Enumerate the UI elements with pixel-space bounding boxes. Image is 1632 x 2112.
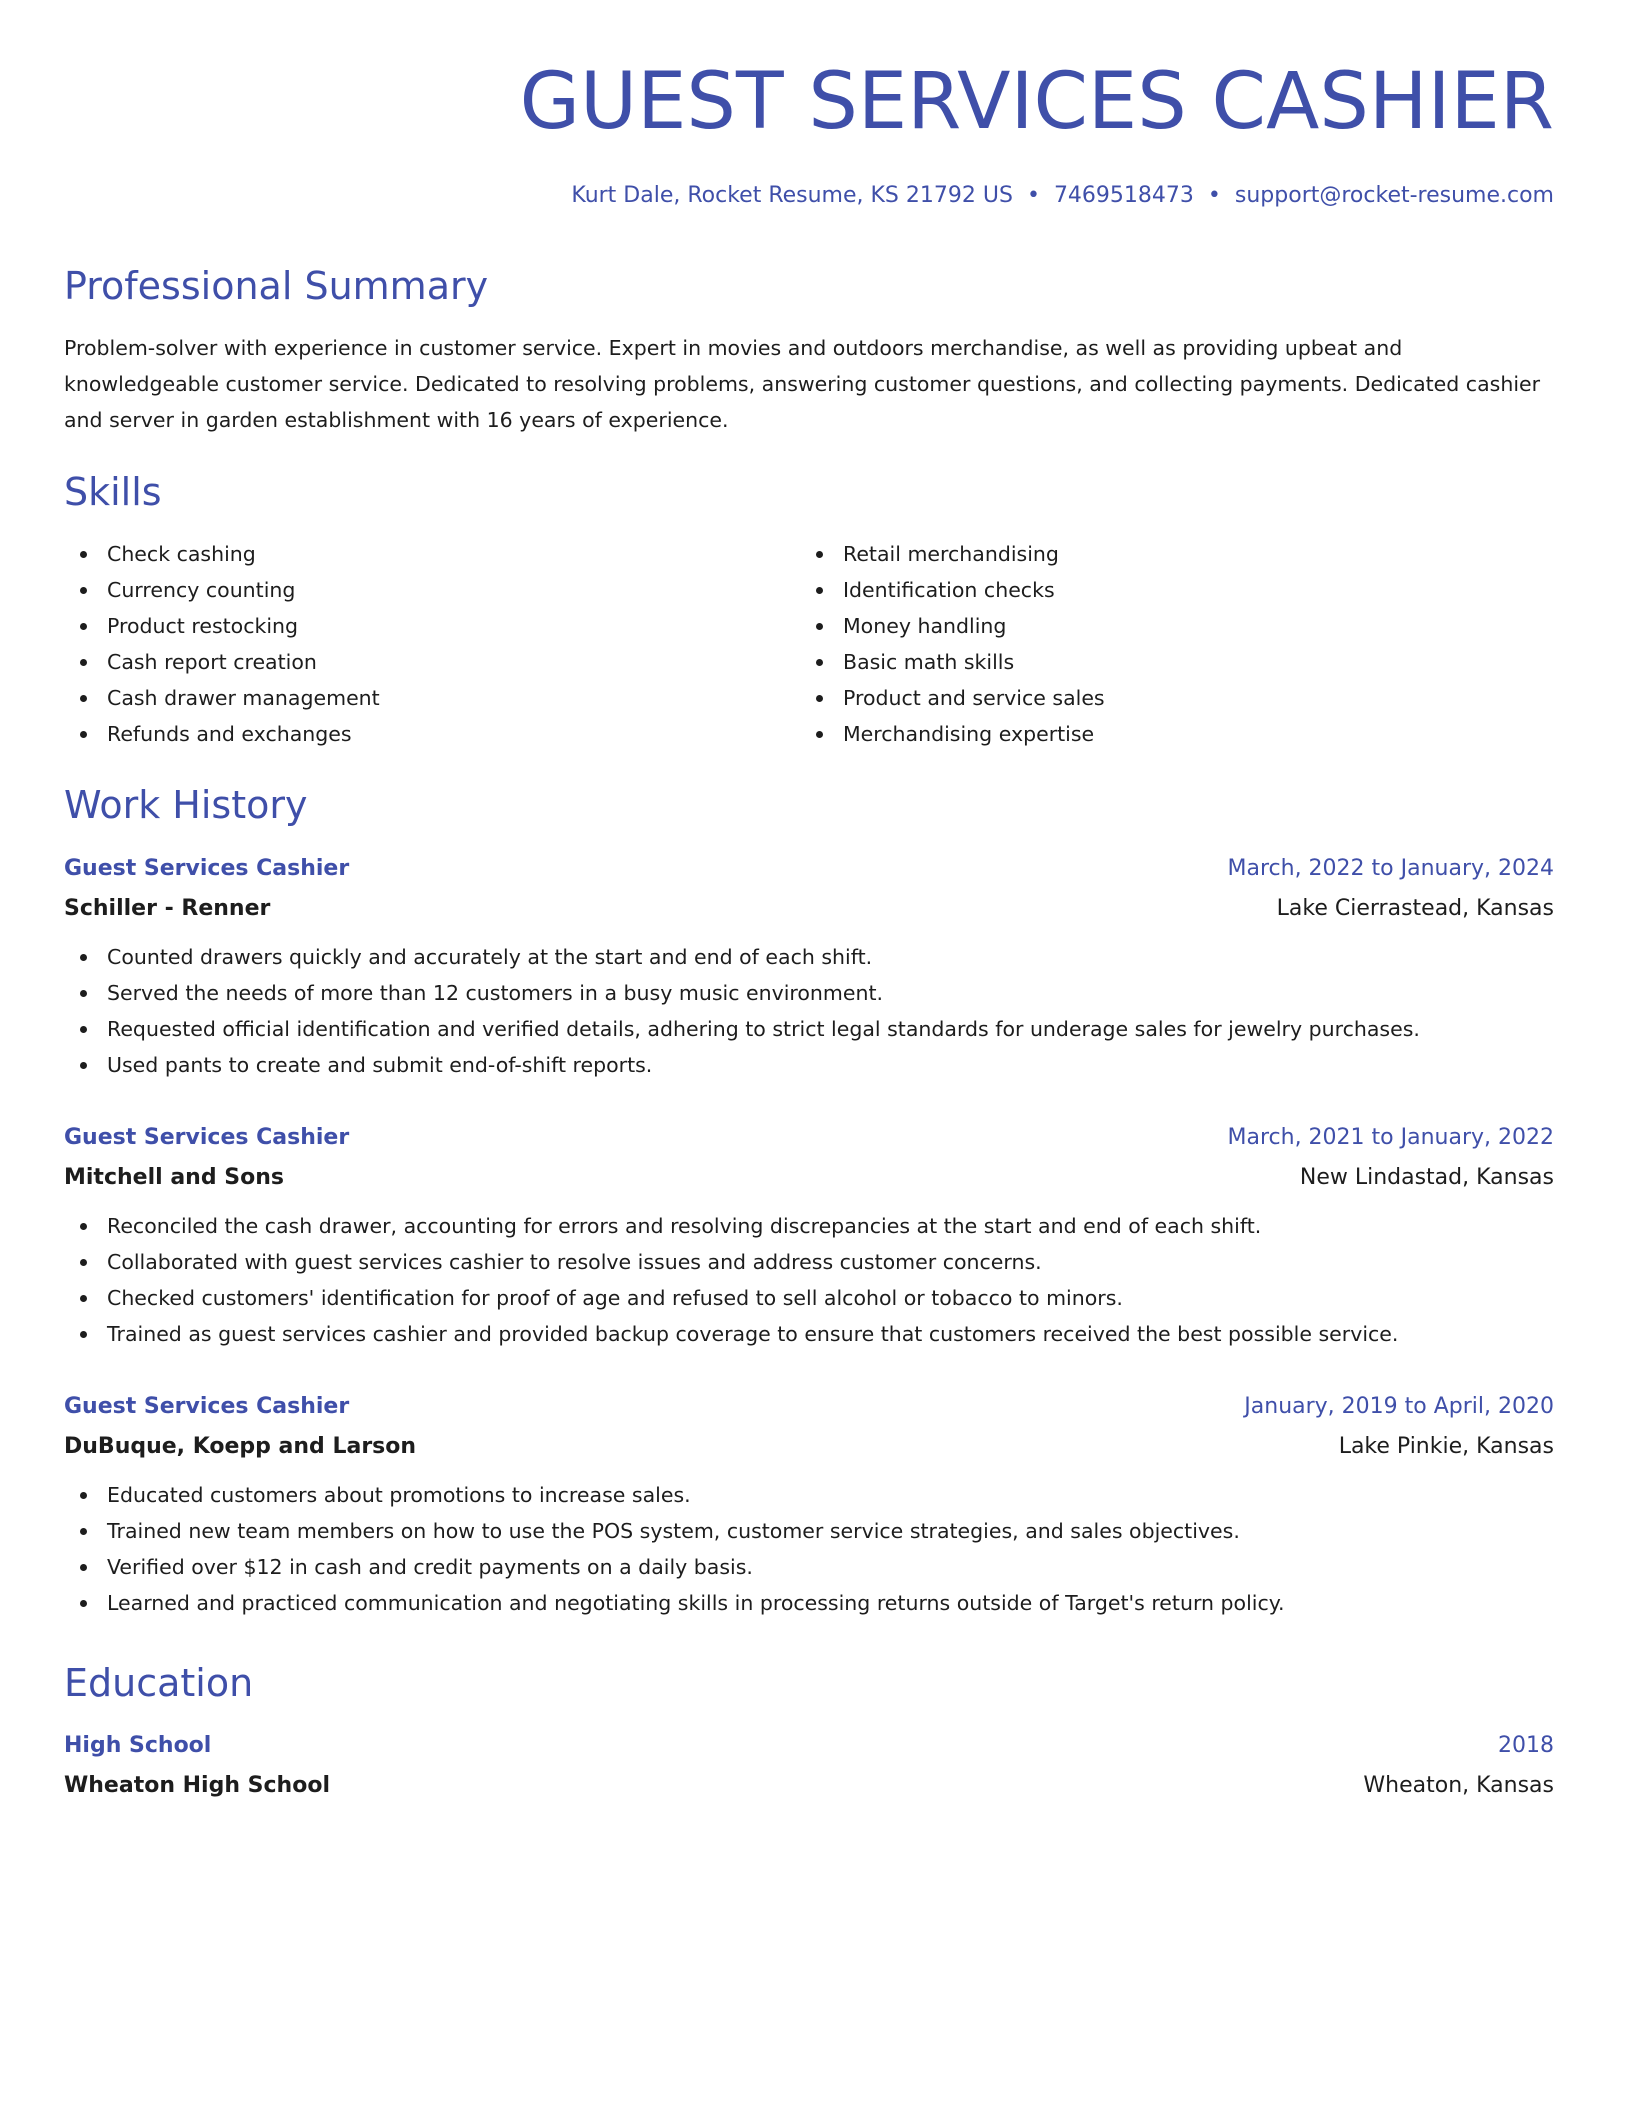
- job-title: Guest Services Cashier: [64, 1394, 350, 1419]
- education-heading: Education: [64, 1661, 254, 1705]
- resume-page: [64, 0, 1554, 2112]
- job-entry: [64, 849, 1554, 1083]
- contact-phone: 7469518473: [1053, 183, 1194, 208]
- contact-separator: •: [1207, 183, 1221, 208]
- job-dates: January, 2019 to April, 2020: [1244, 1394, 1554, 1419]
- job-bullet: Served the needs of more than 12 customers in a busy music environment.: [64, 975, 1554, 1011]
- job-bullet: Collaborated with guest services cashier to resolve issues and address customer concerns.: [64, 1244, 1554, 1280]
- job-bullet: Counted drawers quickly and accurately at the start and end of each shift.: [64, 939, 1554, 975]
- job-company: Schiller - Renner: [64, 896, 271, 921]
- job-entry: [64, 1387, 1554, 1621]
- skill-item: Retail merchandising: [800, 536, 1105, 572]
- education-entry: [64, 1726, 1554, 1806]
- job-bullet: Educated customers about promotions to increase sales.: [64, 1477, 1554, 1513]
- job-bullets: [64, 1477, 1554, 1621]
- skills-list-left: [64, 536, 380, 752]
- skill-item: Product restocking: [64, 608, 380, 644]
- summary-text: Problem-solver with experience in customer service. Expert in movies and outdoors merchandise, as well as providing upbeat and knowledgeable customer service. Dedicated to resolving problems, answering customer questions, and collecting payments. Dedicated cashier and server in garden establishment with 16 years of experience.: [64, 336, 1541, 432]
- skill-item: Cash report creation: [64, 644, 380, 680]
- skills-heading: Skills: [64, 470, 162, 514]
- job-bullet: Requested official identification and verified details, adhering to strict legal standards for underage sales for jewelry purchases.: [64, 1011, 1554, 1047]
- education-location: Wheaton, Kansas: [1363, 1773, 1554, 1798]
- job-bullet: Reconciled the cash drawer, accounting for errors and resolving discrepancies at the start and end of each shift.: [64, 1208, 1554, 1244]
- contact-email: support@rocket-resume.com: [1234, 183, 1554, 208]
- contact-separator: •: [1026, 183, 1040, 208]
- job-company: Mitchell and Sons: [64, 1165, 284, 1190]
- skills-list-right: [800, 536, 1105, 752]
- job-title: Guest Services Cashier: [64, 1125, 350, 1150]
- job-bullet: Used pants to create and submit end-of-shift reports.: [64, 1047, 1554, 1083]
- job-dates: March, 2021 to January, 2022: [1227, 1125, 1554, 1150]
- job-bullet: Learned and practiced communication and negotiating skills in processing returns outside of Target's return policy.: [64, 1585, 1554, 1621]
- education-year: 2018: [1498, 1733, 1554, 1758]
- work-history-heading: Work History: [64, 783, 308, 827]
- skill-item: Currency counting: [64, 572, 380, 608]
- education-degree: High School: [64, 1733, 212, 1758]
- skill-item: Cash drawer management: [64, 680, 380, 716]
- skill-item: Merchandising expertise: [800, 716, 1105, 752]
- skill-item: Check cashing: [64, 536, 380, 572]
- job-bullets: [64, 939, 1554, 1083]
- education-school: Wheaton High School: [64, 1773, 330, 1798]
- skill-item: Refunds and exchanges: [64, 716, 380, 752]
- job-location: Lake Pinkie, Kansas: [1338, 1434, 1554, 1459]
- skill-item: Identification checks: [800, 572, 1105, 608]
- resume-title: GUEST SERVICES CASHIER: [519, 57, 1554, 147]
- job-bullets: [64, 1208, 1554, 1352]
- contact-line: [571, 178, 1554, 214]
- job-entry: [64, 1118, 1554, 1352]
- skill-item: Product and service sales: [800, 680, 1105, 716]
- job-bullet: Verified over $12 in cash and credit payments on a daily basis.: [64, 1549, 1554, 1585]
- contact-address: Kurt Dale, Rocket Resume, KS 21792 US: [571, 183, 1013, 208]
- skill-item: Money handling: [800, 608, 1105, 644]
- job-bullet: Trained new team members on how to use the POS system, customer service strategies, and sales objectives.: [64, 1513, 1554, 1549]
- job-dates: March, 2022 to January, 2024: [1227, 856, 1554, 881]
- job-bullet: Trained as guest services cashier and provided backup coverage to ensure that customers received the best possible service.: [64, 1316, 1554, 1352]
- job-location: Lake Cierrastead, Kansas: [1276, 896, 1554, 921]
- job-company: DuBuque, Koepp and Larson: [64, 1434, 417, 1459]
- job-location: New Lindastad, Kansas: [1299, 1165, 1554, 1190]
- skill-item: Basic math skills: [800, 644, 1105, 680]
- job-bullet: Checked customers' identification for proof of age and refused to sell alcohol or tobacco to minors.: [64, 1280, 1554, 1316]
- summary-heading: Professional Summary: [64, 264, 489, 308]
- job-title: Guest Services Cashier: [64, 856, 350, 881]
